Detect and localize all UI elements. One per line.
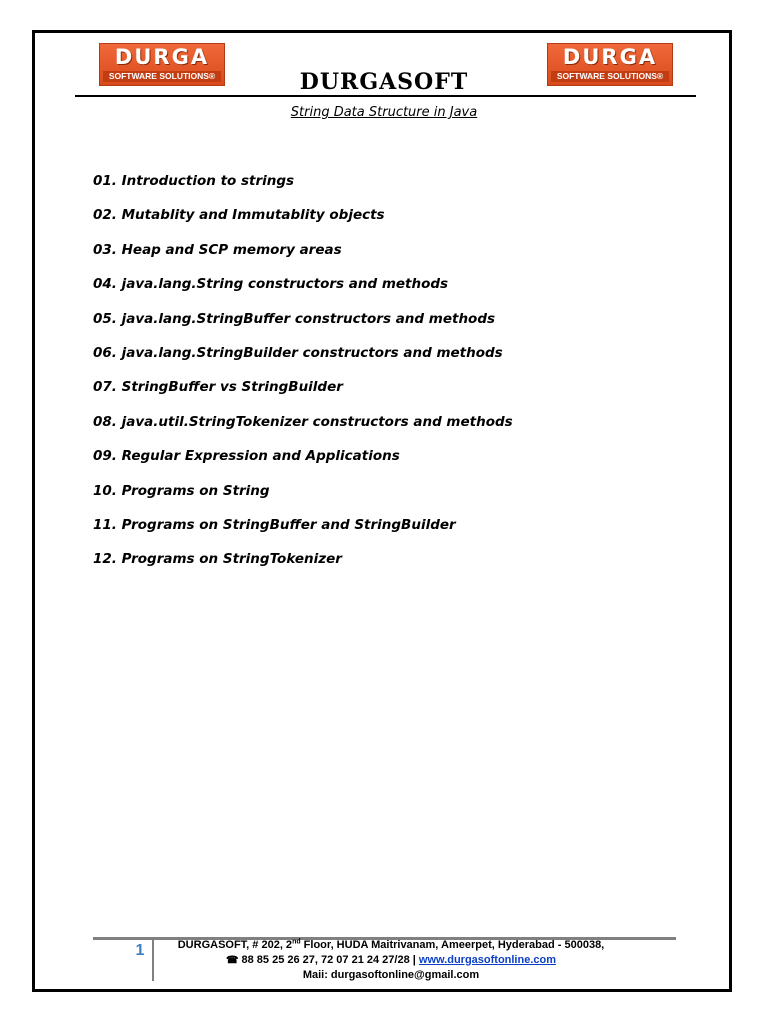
toc-item: 06. java.lang.StringBuilder constructors and methods	[93, 344, 503, 361]
toc-item: 03. Heap and SCP memory areas	[93, 241, 342, 258]
footer-divider	[152, 940, 154, 981]
document-title: String Data Structure in Java	[290, 105, 478, 120]
toc-item: 10. Programs on String	[93, 482, 270, 499]
toc-item: 09. Regular Expression and Applications	[93, 448, 400, 465]
brand-heading: DURGASOFT	[299, 69, 469, 95]
toc-item: 07. StringBuffer vs StringBuilder	[93, 379, 343, 396]
toc-item: 08. java.util.StringTokenizer constructors and methods	[93, 413, 513, 430]
footer-email: Maii: durgasoftonline@gmail.com	[302, 969, 480, 981]
page-number: 1	[135, 942, 145, 959]
toc-item: 04. java.lang.String constructors and methods	[93, 276, 449, 293]
footer-address: DURGASOFT, # 202, 2nd Floor, HUDA Maitrivanam, Ameerpet, Hyderabad - 500038,	[177, 938, 605, 951]
website-link[interactable]: www.durgasoftonline.com	[418, 953, 557, 966]
toc-item: 02. Mutablity and Immutablity objects	[93, 207, 385, 224]
toc-item: 05. java.lang.StringBuffer constructors and methods	[93, 310, 496, 327]
footer-phones: 88 85 25 26 27, 72 07 21 24 27/28 |	[241, 953, 416, 966]
telephone-icon: ☎	[225, 954, 239, 966]
header-rule	[75, 95, 696, 97]
table-of-contents	[93, 172, 513, 585]
logo-tagline: SOFTWARE SOLUTIONS®	[551, 71, 669, 82]
footer-contact	[160, 938, 622, 983]
toc-item: 01. Introduction to strings	[93, 173, 295, 189]
logo-name: DURGA	[562, 45, 658, 69]
logo-tagline: SOFTWARE SOLUTIONS®	[103, 71, 221, 82]
toc-item: 12. Programs on StringTokenizer	[93, 551, 342, 568]
logo-name: DURGA	[114, 45, 210, 69]
toc-item: 11. Programs on StringBuffer and StringBuilder	[93, 516, 456, 533]
footer-phone-line	[160, 953, 622, 969]
